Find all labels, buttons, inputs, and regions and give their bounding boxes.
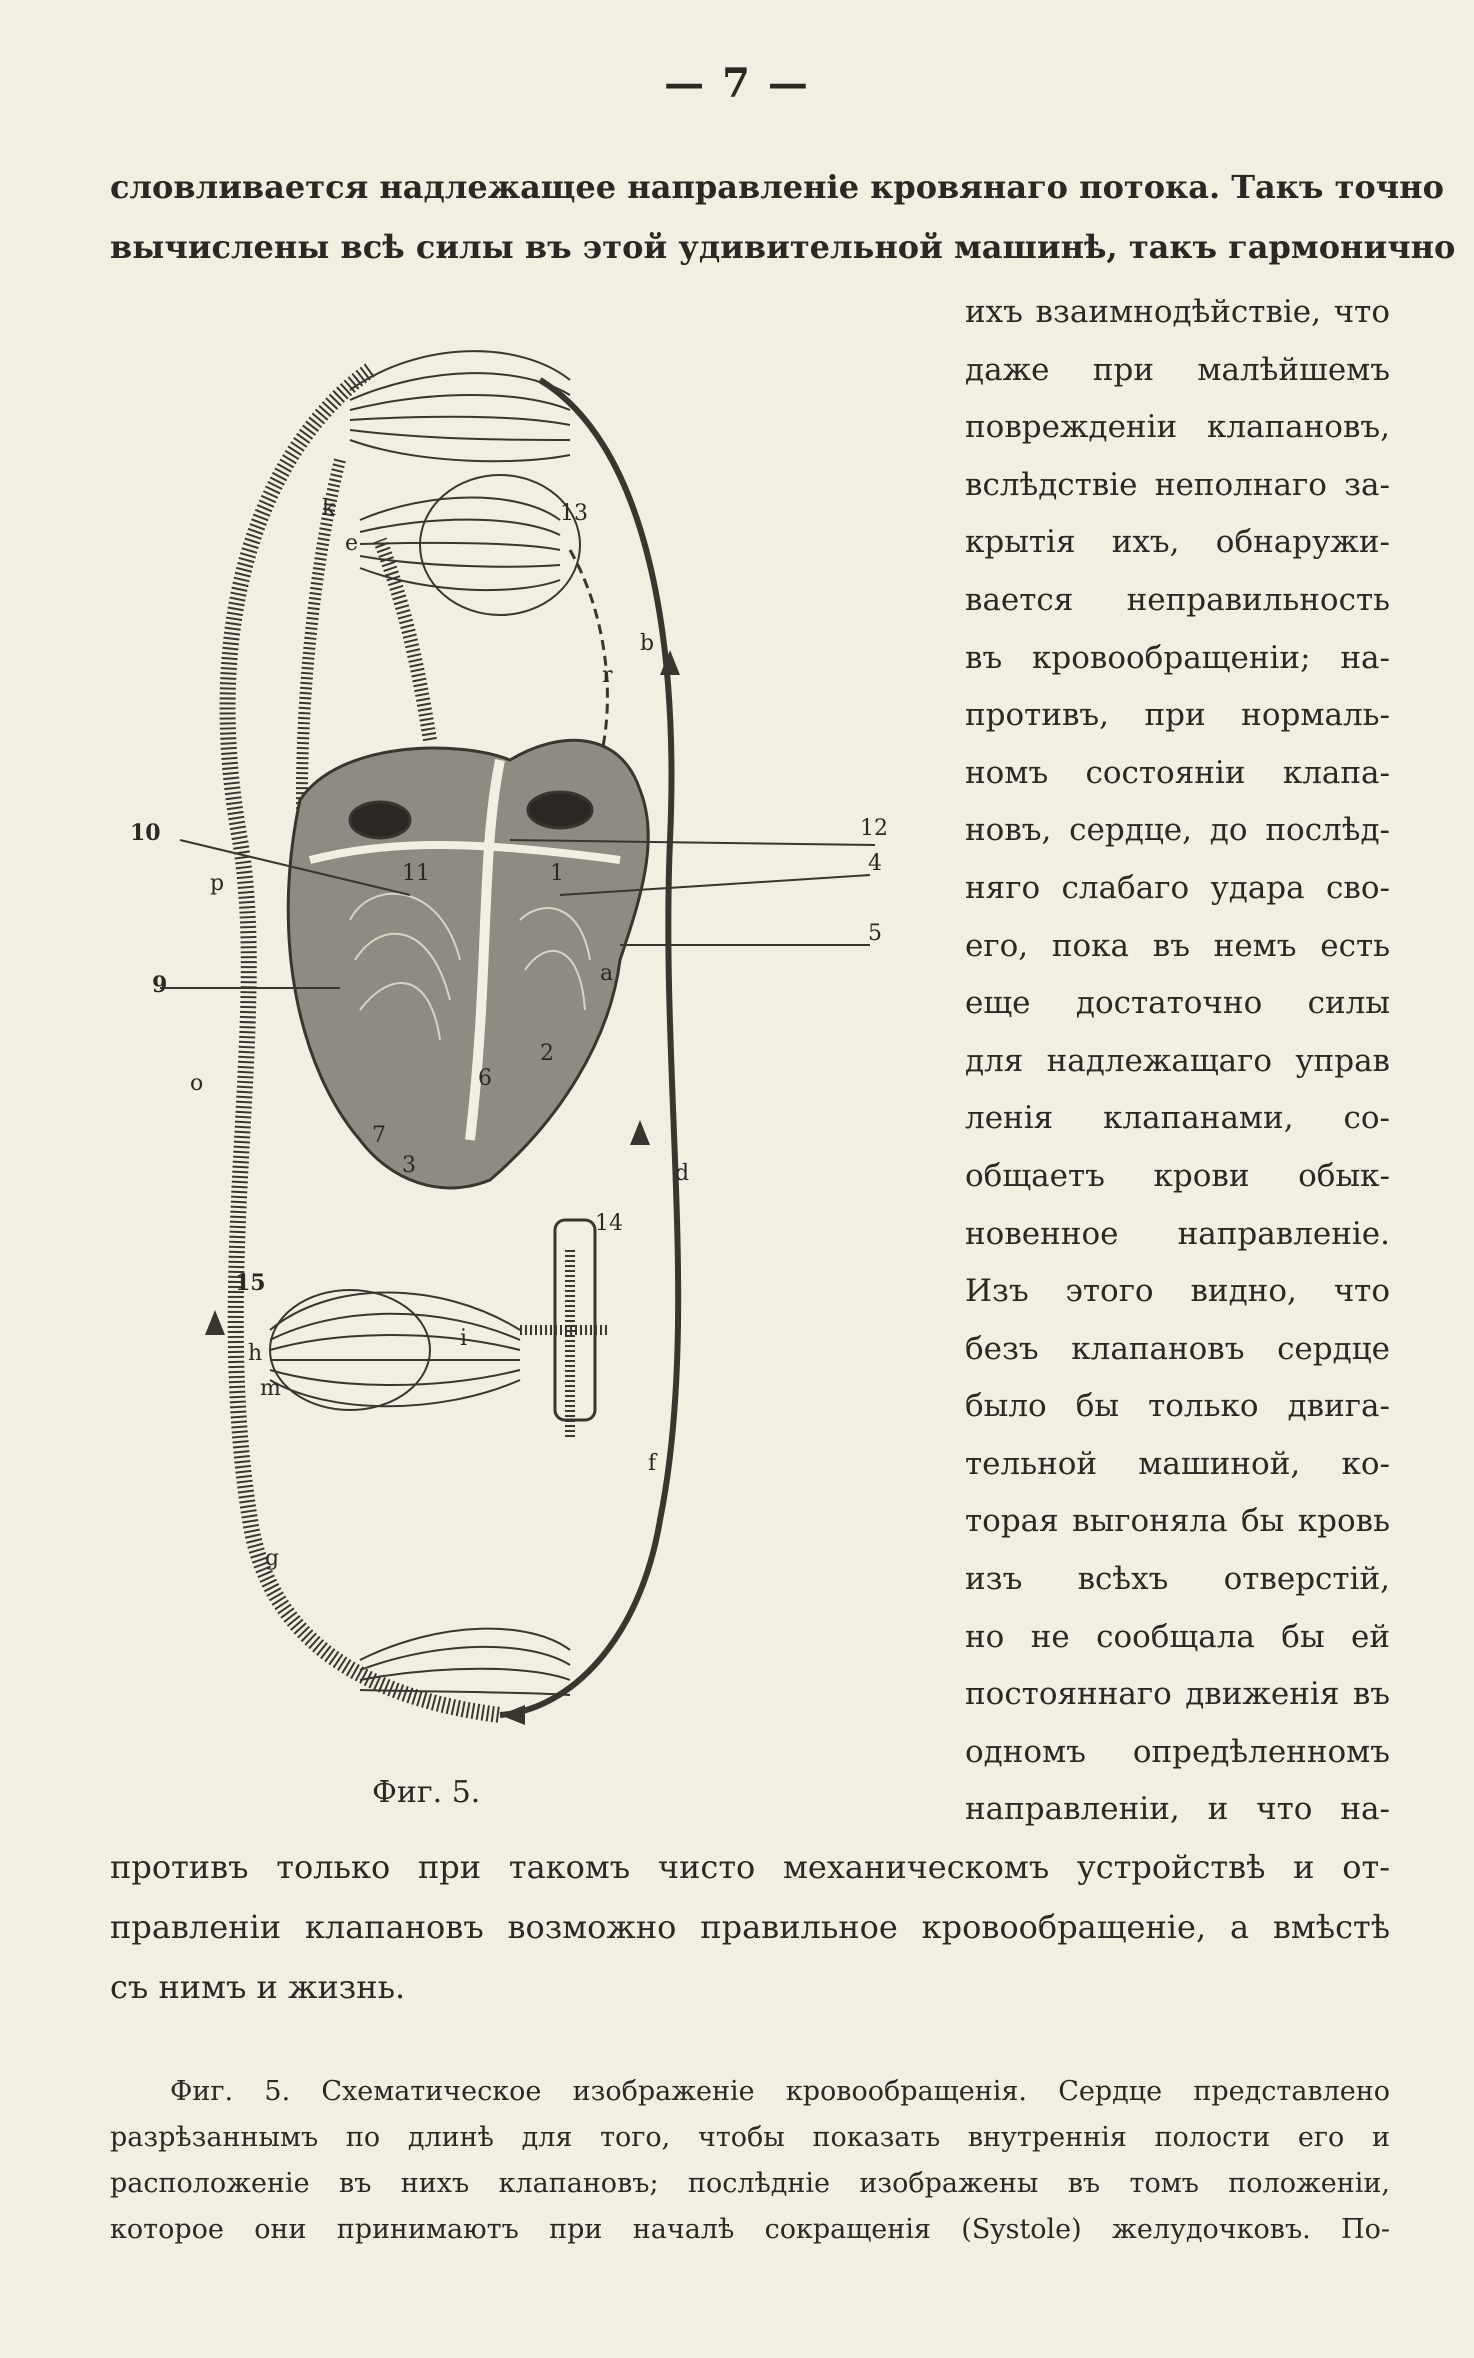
label-9: 9 — [152, 972, 168, 998]
text-line-bottom-1: противъ только при такомъ чисто механическомъ устройствѣ и от- — [110, 1848, 1390, 1886]
column-line: поврежденіи клапановъ, — [965, 409, 1390, 446]
text-line-1: словливается надлежащее направленіе кровянаго потока. Такъ точно — [110, 168, 1444, 206]
label-15: 15 — [235, 1270, 266, 1296]
column-line: еще достаточно силы — [965, 985, 1390, 1022]
label-f: f — [648, 1451, 657, 1476]
column-line: было бы только двига- — [965, 1388, 1390, 1425]
column-line: въ кровообращеніи; на- — [965, 639, 1390, 676]
label-3: 3 — [402, 1153, 416, 1178]
column-line: няго слабаго удара сво- — [965, 869, 1390, 906]
column-line: новенное направленіе. — [965, 1215, 1390, 1252]
column-line: одномъ опредѣленномъ — [965, 1733, 1390, 1770]
column-line: вслѣдствіе неполнаго за- — [965, 466, 1390, 503]
column-line: его, пока въ немъ есть — [965, 927, 1390, 964]
label-b: b — [640, 631, 655, 656]
page-number: — 7 — — [664, 60, 810, 107]
column-line: вается неправильность — [965, 581, 1390, 618]
text-line-2: вычислены всѣ силы въ этой удивительной машинѣ, такъ гармонично — [110, 228, 1456, 266]
caption-line-1: Фиг. 5. Схематическое изображеніе кровообращенія. Сердце представлено — [170, 2076, 1390, 2107]
column-line: безъ клапановъ сердце — [965, 1330, 1390, 1367]
label-11: 11 — [402, 861, 430, 886]
column-line: противъ, при нормаль- — [965, 697, 1390, 734]
label-o: o — [190, 1071, 204, 1096]
label-e: e — [345, 531, 359, 556]
label-12: 12 — [860, 816, 888, 841]
column-line: даже при малѣйшемъ — [965, 351, 1390, 388]
column-line: торая выгоняла бы кровь — [965, 1503, 1390, 1540]
column-line: для надлежащаго управ — [965, 1042, 1390, 1079]
label-13: 13 — [560, 501, 588, 526]
label-6: 6 — [478, 1066, 492, 1091]
column-line: общаетъ крови обык- — [965, 1157, 1390, 1194]
label-k: k — [322, 496, 336, 521]
label-m: m — [260, 1376, 281, 1401]
caption-line-4: которое они принимаютъ при началѣ сокращенія (Systole) желудочковъ. По- — [110, 2214, 1390, 2245]
column-line: крытія ихъ, обнаружи- — [965, 524, 1390, 561]
label-p: p — [210, 871, 225, 896]
text-line-bottom-2: правленіи клапановъ возможно правильное кровообращеніе, а вмѣстѣ — [110, 1908, 1390, 1946]
label-i: i — [460, 1326, 468, 1351]
label-r: r — [602, 663, 613, 688]
label-h: h — [248, 1341, 263, 1366]
figure-label: Фиг. 5. — [372, 1775, 481, 1810]
caption-line-2: разрѣзаннымъ по длинѣ для того, чтобы показать внутреннія полости его и — [110, 2122, 1390, 2153]
text-column — [965, 284, 1390, 1839]
column-line: ихъ взаимнодѣйствіе, что — [965, 294, 1390, 330]
circulation-diagram — [130, 320, 940, 1740]
column-line: но не сообщала бы ей — [965, 1618, 1390, 1655]
label-14: 14 — [595, 1211, 623, 1236]
column-line: ленія клапанами, со- — [965, 1100, 1390, 1137]
label-5: 5 — [868, 921, 882, 946]
column-line: Изъ этого видно, что — [965, 1273, 1390, 1310]
column-line: номъ состояніи клапа- — [965, 754, 1390, 791]
label-4: 4 — [868, 851, 882, 876]
caption-line-3: расположеніе въ нихъ клапановъ; послѣдніе изображены въ томъ положеніи, — [110, 2168, 1390, 2199]
label-g: g — [265, 1546, 280, 1571]
column-line: направленіи, и что на- — [965, 1791, 1390, 1828]
label-2: 2 — [540, 1041, 554, 1066]
label-a: a — [600, 961, 614, 986]
column-line: новъ, сердце, до послѣд- — [965, 812, 1390, 849]
label-d: d — [675, 1161, 690, 1186]
text-line-bottom-3: съ нимъ и жизнь. — [110, 1968, 406, 2006]
label-7: 7 — [372, 1123, 386, 1148]
column-line: тельной машиной, ко- — [965, 1445, 1390, 1482]
label-1: 1 — [550, 861, 564, 886]
column-line: изъ всѣхъ отверстій, — [965, 1561, 1390, 1598]
column-line: постояннаго движенія въ — [965, 1676, 1390, 1713]
label-10: 10 — [130, 820, 161, 846]
